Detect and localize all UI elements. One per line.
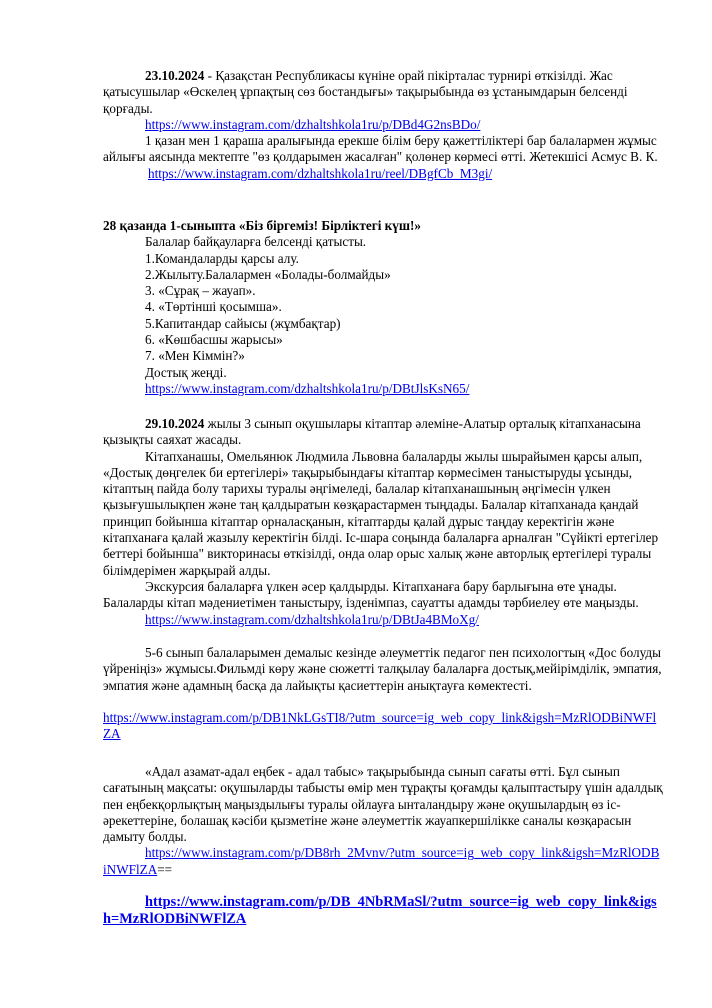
unity-line: 3. «Сұрақ – жауап». (145, 283, 256, 299)
unity-line: Балалар байқауларға белсенді қатысты. (145, 234, 367, 250)
library-link-line (103, 612, 663, 628)
spacer (103, 694, 663, 710)
debate-link-line (103, 117, 663, 133)
date-29-10: 29.10.2024 (145, 416, 205, 431)
class-hour-link[interactable]: https://www.instagram.com/p/DB8rh_2Mvnv/?utm_source=ig_web_copy_link&igsh=MzRlODBiNWFlZA (103, 845, 660, 877)
craft-link[interactable]: https://www.instagram.com/dzhaltshkola1ru/reel/DBgfCb_M3gi/ (148, 165, 493, 181)
craft-link-line (103, 166, 663, 182)
unity-line: 5.Капитандар сайысы (жұмбақтар) (145, 315, 341, 331)
craft-text: 1 қазан мен 1 қараша аралығында ерекше білім беру қажеттіліктері бар балалармен жұмыс айлығы аясында мектепте "өз қолдарымен жасалған" қолөнер көрмесі өтті. Жетекшісі Асмус В. К. (103, 133, 658, 165)
unity-line: 4. «Төртінші қосымша». (145, 299, 282, 315)
friendship-link-line (103, 710, 663, 743)
debate-link[interactable]: https://www.instagram.com/dzhaltshkola1ru/p/DBd4G2nsBDo/ (145, 116, 481, 132)
library-body: Кітапханашы, Омельянюк Людмила Львовна балаларды жылы шырайымен қарсы алып, «Достық дөңгелек би ертегілері» тақырыбындағы кітаптар көрмесімен таныстыруды ұсынды, кітаптың пайда болу тарихы туралы әңгімеледі, балалар кітапханашының әңгімесін үлкен қызығушылықпен және таң қалдыратын көзқарастармен тыңдады. Балалар кітапханада қандай принцип бойынша кітаптар орналасқанын, кітаптарды қалай дұрыс таңдау керектігін және кітапханаға қалай жазылу керектігін білді. Іс-шара соңында балаларға арналған "Сүйікті ертегілер беттері бойынша" викторинасы өткізілді, онда олар орыс халық және авторлық ертегілері туралы білімдерімен жарқырай алды. (103, 448, 659, 578)
unity-line: 6. «Көшбасшы жарысы» (145, 332, 283, 348)
paragraph-final-link (103, 894, 663, 928)
unity-line: 2.Жылыту.Балалармен «Болады-болмайды» (145, 266, 391, 282)
unity-heading: 28 қазанда 1-сыныпта «Біз біргеміз! Бірліктегі күш!» (103, 218, 421, 233)
unity-link[interactable]: https://www.instagram.com/dzhaltshkola1ru/p/DBtJlsKsN65/ (145, 380, 470, 396)
unity-line: 1.Командаларды қарсы алу. (145, 250, 299, 266)
unity-line: Достық жеңді. (145, 364, 227, 380)
unity-list (103, 234, 663, 397)
paragraph-craft-exhibition (103, 133, 663, 182)
final-link[interactable]: https://www.instagram.com/p/DB_4NbRMaSl/?utm_source=ig_web_copy_link&igsh=MzRlODBiNWFlZA (103, 894, 657, 927)
debate-text: 23.10.2024 - Қазақстан Республикасы күніне орай пікірталас турнирі өткізілді. Жас қатысушылар «Өскелең ұрпақтың сөз бостандығы» тақырыбында өз ұстанымдарын белсенді қорғады. (103, 68, 628, 116)
paragraph-friendship (103, 645, 663, 742)
class-hour-text: «Адал азамат-адал еңбек - адал табыс» тақырыбында сынып сағаты өтті. Бұл сынып сағатының мақсаты: оқушыларды табысты өмір мен тұрақты қоғамды қалыптастыру үшін адалдық пен еңбекқорлықтың маңыздылығы туралы ойлауға ынталандыру және оқушылардың өз іс-әрекеттеріне, болашақ кәсіби қызметіне және әлеуметтік жауапкершілікке саналы көзқарасын дамыту болды. (103, 764, 663, 845)
paragraph-class-hour (103, 764, 663, 878)
unity-link-line (145, 381, 663, 397)
date-23-10: 23.10.2024 (145, 68, 205, 83)
paragraph-library-trip (103, 416, 663, 628)
friendship-text: 5-6 сынып балаларымен демалыс кезінде әлеуметтік педагог пен психологтың «Дос болуды үйреніңіз» жұмысы.Фильмді көру және сюжетті талқылау балаларға достық,мейірімділік, эмпатия, эмпатия және адамның басқа да лайықты қасиеттерін анықтауға көмектесті. (103, 645, 662, 693)
library-excursion: Экскурсия балаларға үлкен әсер қалдырды. Кітапханаға бару барлығына өте ұнады. Балаларды кітап мәдениетімен таныстыру, ізденімпаз, сауатты адамды тәрбиелеу өте маңызды. (103, 578, 639, 611)
library-intro: 29.10.2024 жылы 3 сынып оқушылары кітаптар әлеміне-Алатыр орталық кітапханасына қызықты саяхат жасады. (103, 416, 641, 448)
friendship-link[interactable]: https://www.instagram.com/p/DB1NkLGsTI8/?utm_source=ig_web_copy_link&igsh=MzRlODBiNWFlZA (103, 709, 657, 742)
class-hour-link-line: https://www.instagram.com/p/DB8rh_2Mvnv/?utm_source=ig_web_copy_link&igsh=MzRlODBiNWFlZA== (103, 845, 660, 877)
library-link[interactable]: https://www.instagram.com/dzhaltshkola1ru/p/DBtJa4BMoXg/ (145, 611, 479, 627)
paragraph-debate (103, 68, 663, 133)
paragraph-unity-event (103, 218, 663, 397)
unity-line: 7. «Мен Кіммін?» (145, 348, 245, 364)
final-link-line (103, 894, 663, 928)
